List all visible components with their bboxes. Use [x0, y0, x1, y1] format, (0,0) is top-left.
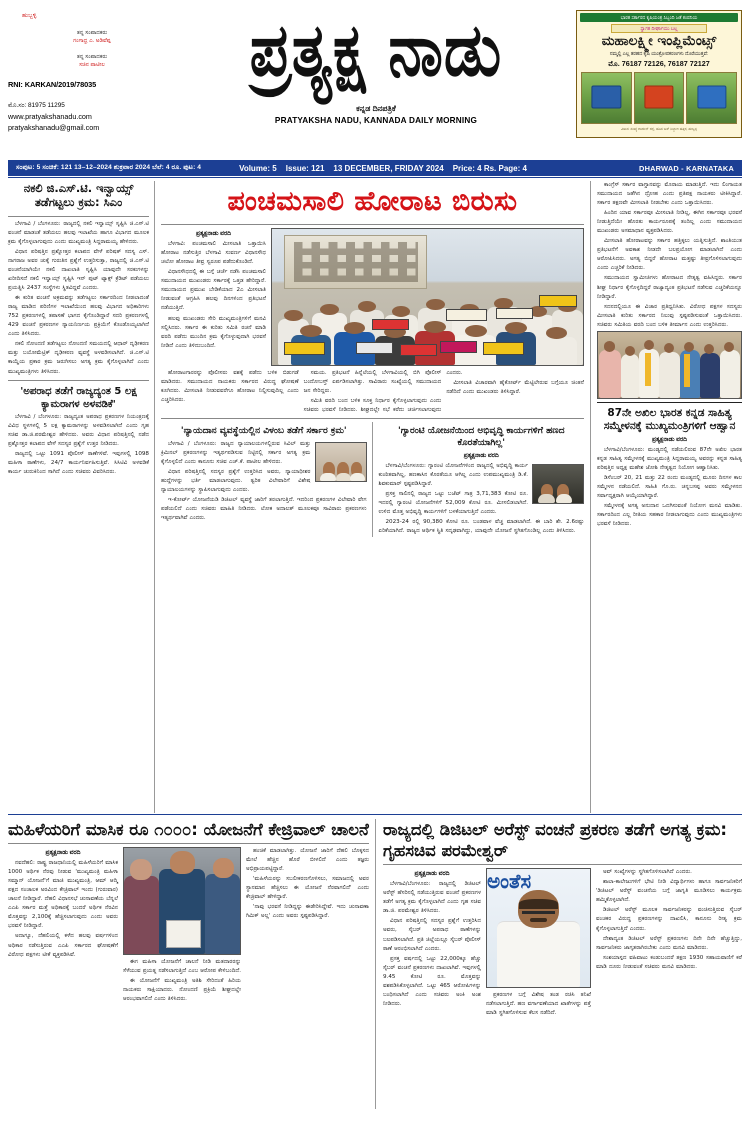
masthead-contact — [8, 101, 176, 133]
sub-news-1-photo — [315, 442, 367, 482]
br-col3-body — [596, 868, 742, 972]
bottom-section — [8, 819, 742, 1109]
sub1-para: ಇ-ಕೋರ್ಟ್ ಯೋಜನೆಯಡಿ ಡಿಜಿಟಲ್ ವ್ಯವಸ್ಥೆ ಜಾರಿಗೆ ತರಲಾಗುತ್ತಿದೆ. ಇದರಿಂದ ಪ್ರಕರಣಗಳ ವಿಲೇವಾರಿ ವೇಗ ಪಡೆಯಲಿದೆ ಎಂದು ಸಚಿವರು ಮಾಹಿತಿ ನೀಡಿದರು. ಲೋಕ ಅದಾಲತ್ ಮೂಲಕವೂ ಸಾವಿರಾರು ಪ್ರಕರಣಗಳು ಇತ್ಯರ್ಥವಾಗಿವೆ ಎಂದರು. — [161, 497, 367, 522]
masthead-bullet: ಹುಬ್ಬಳ್ಳಿ — [22, 13, 37, 19]
ad-tagline: ನಮ್ಮಲ್ಲಿ ಎಲ್ಲ ತರಹದ ಕೃಷಿ ಯಂತ್ರೋಪಕರಣಗಳು ದೊರೆಯುತ್ತವೆ: — [609, 51, 709, 57]
contact-phone: ಮೊ.ಸಂ: 81975 11295 — [8, 101, 65, 109]
volbar-kannada: ಸಂಪುಟ: 5 ಸಂಚಿಕೆ: 121 13–12–2024 ಶುಕ್ರವಾರ 2024 ಬೆಲೆ: 4 ರೂ. ಪುಟ: 4 — [16, 164, 202, 171]
mid-divider-1 — [161, 224, 584, 225]
mid-divider-2 — [161, 418, 584, 419]
protest-photo — [271, 228, 584, 366]
br-para: ಪ್ರಸಕ್ತ ವರ್ಷದಲ್ಲಿ ಒಟ್ಟು 22,000ಕ್ಕೂ ಹೆಚ್ಚು ಸೈಬರ್ ವಂಚನೆ ಪ್ರಕರಣಗಳು ದಾಖಲಾಗಿವೆ. ಇವುಗಳಲ್ಲಿ 9.45 ಕೋಟಿ ರೂ. ಮೊತ್ತವನ್ನು ವಶಪಡಿಸಿಕೊಳ್ಳಲಾಗಿದೆ. ಒಟ್ಟು 465 ಆರೋಪಿಗಳನ್ನು ಬಂಧಿಸಲಾಗಿದೆ ಎಂದು ಸಚಿವರು ಅಂಕಿ ಅಂಶ ನೀಡಿದರು. — [383, 955, 481, 1007]
price-label: Price: 4 Rs. Page: 4 — [452, 163, 527, 173]
lead-body — [161, 240, 266, 351]
sub2-para: 2023-24 ರಲ್ಲಿ 90,380 ಕೋಟಿ ರೂ. ಬಂಡವಾಳ ವೆಚ್ಚ ಮಾಡಲಾಗಿದೆ. ಈ ಬಾರಿ ಶೇ. 2.6ರಷ್ಟು ಏರಿಕೆಯಾಗಿದೆ. ರಾಜ್ಯದ ಆರ್ಥಿಕ ಸ್ಥಿತಿ ಸದೃಢವಾಗಿದ್ದು, ಯಾವುದೇ ಯೋಜನೆ ಸ್ಥಗಿತಗೊಂಡಿಲ್ಲ ಎಂದು ತಿಳಿಸಿದರು. — [378, 519, 584, 535]
right-para: ಸದನದಲ್ಲಿಯೂ ಈ ವಿಚಾರ ಪ್ರತಿಧ್ವನಿಸಿತು. ವಿರೋಧ ಪಕ್ಷಗಳ ಸದಸ್ಯರು ಮೀಸಲಾತಿ ಕುರಿತು ಸರ್ಕಾರದ ನಿಲುವು ಸ್ಪಷ್ಟಪಡಿಸುವಂತೆ ಒತ್ತಾಯಿಸಿದರು. ಸಚಿವರು ಸಮಿತಿಯ ವರದಿ ಬಂದ ಬಳಿಕ ತೀರ್ಮಾನ ಎಂದು ಉತ್ತರಿಸಿದರು. — [597, 303, 742, 328]
bottom-left-story — [8, 819, 376, 1109]
bl-para: ನವದೆಹಲಿ: ರಾಷ್ಟ್ರ ರಾಜಧಾನಿಯಲ್ಲಿ ಮಹಿಳೆಯರಿಗೆ ಮಾಸಿಕ 1000 ಅರ್ಥಿಕ ನೆರವು ನೀಡುವ 'ಮುಖ್ಯಮಂತ್ರಿ ಮಹಿಳಾ ಸಮ್ಮಾನ್ ಯೋಜನೆ'ಗೆ ಮಾಜಿ ಮುಖ್ಯಮಂತ್ರಿ, ಆಮ್ ಆದ್ಮಿ ಪಕ್ಷದ ಸಂಚಾಲಕ ಅರವಿಂದ ಕೇಜ್ರಿವಾಲ್ ಇಂದು (ಗುರುವಾರ) ಚಾಲನೆ ನೀಡಿದ್ದಾರೆ. ದೆಹಲಿ ವಿಧಾನಸಭೆ ಚುನಾವಣೆಯ ಬೆನ್ನಲೆ ಎಎಪಿ ಸರ್ಕಾರ ಮತ್ತೆ ಅಧಿಕಾರಕ್ಕೆ ಬಂದರೆ ಅರ್ಥಿಕ ನೆರವಿನ ಮೊತ್ತವನ್ನು 2,100ಕ್ಕೆ ಹೆಚ್ಚಿಸಲಾಗುವುದು ಎಂದು ಅವರು ಭರವಸೆ ನೀಡಿದ್ದಾರೆ. — [8, 860, 118, 930]
editor-credit-2-name: ಸಚಿನ ಪಾಟೀಲ — [79, 62, 105, 69]
right-sub-body — [597, 446, 742, 529]
volbar-english — [239, 164, 527, 173]
date-label: 13 DECEMBER, FRIDAY 2024 — [333, 163, 444, 173]
mid-sub-news-row — [161, 422, 584, 537]
bl-para: 'ನಾವು ಭರವಸೆ ನೀಡಿದ್ದನ್ನು ಈಡೇರಿಸಿದ್ದೇವೆ. ಇದು ಚುನಾವಣಾ ಗಿಮಿಕ್ ಅಲ್ಲ' ಎಂದು ಅವರು ಸ್ಪಷ್ಟಪಡಿಸಿದ್ದಾರೆ. — [246, 904, 369, 920]
left-box-headline[interactable]: 'ಅಪರಾಧ ತಡೆಗೆ ರಾಜ್ಯದ್ಯಂತ 5 ಲಕ್ಷ ಕ್ಯಾಮರಾಗಳ ಅಳವಡಿಕೆ' — [20, 385, 137, 410]
lead-para: ವಿಧಾನಸೌಧದಲ್ಲಿ ಈ ಬಗ್ಗೆ ಚರ್ಚೆ ನಡೆಸಿ ಪಂಚಮಸಾಲಿ ಸಮುದಾಯದ ಮುಖಂಡರು ಸರ್ಕಾರಕ್ಕೆ ಒತ್ತಡ ಹೇರಿದ್ದಾರೆ. ಸಮುದಾಯದ ಪ್ರಮುಖ ಬೇಡಿಕೆಯಾದ 2ಎ ಮೀಸಲಾತಿ ನೀಡುವಂತೆ ಆಗ್ರಹಿಸಿ ಹಲವು ದಿನಗಳಿಂದ ಪ್ರತಿಭಟನೆ ನಡೆಯುತ್ತಿದೆ. — [161, 269, 266, 312]
right-sub-para: ಡಿಸೆಂಬರ್ 20, 21 ಮತ್ತು 22 ರಂದು ಮಂಡ್ಯದಲ್ಲಿ ಮೂರು ದಿನಗಳ ಕಾಲ ಸಮ್ಮೇಳನ ನಡೆಯಲಿದೆ. ಸಾಹಿತಿ ಗೊ.ರು. ಚನ್ನಬಸಪ್ಪ ಅವರು ಸಮ್ಮೇಳನದ ಸರ್ವಾಧ್ಯಕ್ಷರಾಗಿ ಆಯ್ಕೆಯಾಗಿದ್ದಾರೆ. — [597, 475, 742, 500]
lead-story-block — [161, 228, 584, 369]
masthead-title-block — [176, 6, 576, 125]
right-para: ಸಮುದಾಯದ ಸ್ವಾಮೀಜಿಗಳು ಹೋರಾಟದ ನೇತೃತ್ವ ವಹಿಸಿದ್ದರು. ಸರ್ಕಾರ ಶೀಘ್ರ ನಿರ್ಧಾರ ಕೈಗೊಳ್ಳದಿದ್ದರೆ ರಾಜ್ಯಾದ್ಯಂತ ಪ್ರತಿಭಟನೆ ನಡೆಸುವ ಎಚ್ಚರಿಕೆಯನ್ನೂ ನೀಡಿದ್ದಾರೆ. — [597, 275, 742, 300]
editor-credit-1-name: ಗಂಗಾಧ್ರ ಎ. ಅಡಿವೆಪ್ಪ — [73, 38, 111, 45]
br-para: ಸಂಶಯಾಸ್ಪದ ವಹಿವಾಟು ಕಂಡುಬಂದರೆ ತಕ್ಷಣ 1930 ಸಹಾಯವಾಣಿಗೆ ಕರೆ ಮಾಡಿ ದೂರು ನೀಡುವಂತೆ ಸಚಿವರು ಮನವಿ ಮಾಡಿದರು. — [596, 954, 742, 970]
editor-credit-2 — [8, 53, 176, 70]
sub-news-1 — [161, 422, 373, 537]
bottom-left-columns — [8, 847, 369, 1005]
lead-caption-body — [161, 369, 584, 415]
sub-news-1-headline[interactable]: 'ನ್ಯಾಯದಾನ ವ್ಯವಸ್ಥೆಯಲ್ಲಿನ ವಿಳಂಬ ತಡೆಗೆ ಸರ್ಕಾರ ಕ್ರಮ' — [180, 426, 347, 437]
lead-para: ಹಲವು ಮುಖಂಡರು ಸೇರಿ ಮುಖ್ಯಮಂತ್ರಿಗಳಿಗೆ ಮನವಿ ಸಲ್ಲಿಸಿದರು. ಸರ್ಕಾರ ಈ ಕುರಿತು ಸಮಿತಿ ರಚನೆ ಮಾಡಿ ವರದಿ ಪಡೆದು ಮುಂದಿನ ಕ್ರಮ ಕೈಗೊಳ್ಳುವುದಾಗಿ ಭರವಸೆ ನೀಡಿದೆ ಎಂದು ತಿಳಿದುಬಂದಿದೆ. — [161, 315, 266, 349]
left-para: ಬೆಳಗಾವಿ / ಬೆಂಗಳೂರು: ರಾಜ್ಯದಲ್ಲಿ ನಕಲಿ ಇನ್ವಾಯ್ಸ್ ಸೃಷ್ಟಿಸಿ ಜಿ.ಎಸ್.ಟಿ ವಂಚನೆ ಮಾಡಂತೆ ತಡೆಯಲು ಹಲವು ಇಲಾಖೆಯ ಹಾಗೂ ವಿಭಾಗದ ಮೂಲಕ ಕ್ರಮ ಕೈಗೊಳ್ಳಲಾಗುವುದು ಎಂದು ಮುಖ್ಯಮಂತ್ರಿ ಸಿದ್ದರಾಮಯ್ಯ ಹೇಳಿದರು. — [8, 220, 149, 245]
bottom-divider — [8, 814, 742, 815]
br-para: ದೇಶಾದ್ಯಂತ ಡಿಜಿಟಲ್ ಅರೆಸ್ಟ್ ಪ್ರಕರಣಗಳು ದಿನೇ ದಿನೇ ಹೆಚ್ಚುತ್ತಿದ್ದು, ಸಾರ್ವಜನಿಕರು ಜಾಗೃತರಾಗಿರಬೇಕು ಎಂದು ಮನವಿ ಮಾಡಿದರು. — [596, 935, 742, 951]
lead-para: ಬೆಳಗಾವಿ: ಪಂಚಮಸಾಲಿ ಮೀಸಲಾತಿ ಒತ್ತಾಯಿಸಿ ಹೋರಾಟ ನಡೆಸುತ್ತಿರ ಬೆಳಗಾವಿ ಸುವರ್ಣ ವಿಧಾನಸೌಧ ಚಲೋ ಹೋರಾಟ ತೀವ್ರ ಸ್ವರೂಪ ಪಡೆದುಕೊಂಡಿದೆ. — [161, 241, 266, 266]
volume-label: Volume: 5 — [239, 163, 277, 173]
br-col-3 — [596, 868, 742, 1019]
masthead-advertisement[interactable] — [576, 10, 742, 138]
bl-para: ಅದಾಗ್ಯೂ, ದೆಹಲಿಯಲ್ಲಿ ಕಳೆದ ಹಲವು ವರ್ಷಗಳಿಂದ ಅಧಿಕಾರ ನಡೆಸುತ್ತಿರುವ ಎಎಪಿ ಸರ್ಕಾರದ ಘೋಷಣೆಗೆ ವಿರೋಧ ಪಕ್ಷಗಳು ಟೀಕೆ ವ್ಯಕ್ತಪಡಿಸಿವೆ. — [8, 933, 118, 958]
sub2-para: ಪ್ರಸಕ್ತ ಸಾಲಿನಲ್ಲಿ ರಾಜ್ಯದ ಒಟ್ಟು ಬಜೆಟ್ ಗಾತ್ರ 3,71,383 ಕೋಟಿ ರೂ. ಇದರಲ್ಲಿ ಗ್ಯಾರಂಟಿ ಯೋಜನೆಗಳಿಗೆ 52,009 ಕೋಟಿ ರೂ. ಮೀಸಲಿಡಲಾಗಿದೆ. ಉಳಿದ ಮೊತ್ತ ಅಭಿವೃದ್ಧಿ ಕಾರ್ಯಗಳಿಗೆ ಬಳಕೆಯಾಗುತ್ತಿದೆ ಎಂದರು. — [378, 490, 528, 515]
left-divider-1 — [8, 216, 149, 217]
page-title: ಪ್ರತ್ಯಕ್ಷ ನಾಡು — [249, 7, 503, 94]
br-para: ವಿಧಾನ ಪರಿಷತ್ತಿನಲ್ಲಿ ಸದಸ್ಯರ ಪ್ರಶ್ನೆಗೆ ಉತ್ತರಿಸಿದ ಅವರು, ಸೈಬರ್ ಅಪರಾಧ ಠಾಣೆಗಳನ್ನು ಬಲಪಡಿಸಲಾಗಿದೆ. ಪ್ರತಿ ಜಿಲ್ಲೆಯಲ್ಲೂ ಸೈಬರ್ ಪೊಲೀಸ್ ಠಾಣೆ ಆರಂಭಿಸಲಾಗಿದೆ ಎಂದರು. — [383, 918, 481, 952]
parameshwara-photo: ಅಂತೆಸ — [486, 868, 591, 988]
left-para: ವಿಧಾನ ಪರಿಷತ್ತಿನ ಪ್ರಶ್ನೋತ್ತರ ಕಲಾಪದ ವೇಳೆ ಪರಿಷತ್ ಸದಸ್ಯ ಎಸ್. ನಾಗರಾಜ ಅವರ ಚುಕ್ಕೆ ಗುರುತಿನ ಪ್ರಶ್ನೆಗೆ ಉತ್ತರಿಸುತ್ತಾ, ರಾಜ್ಯದಲ್ಲಿ ಜಿ.ಎಸ್.ಟಿ ವಂಚನೆಯಾಗಿಯೇ ನಕಲಿ ದಾಖಲಾತಿ ಸೃಷ್ಟಿಸಿ ಯಾವುದೇ ಸರಕುಗಳನ್ನು ಖರೀದಿಸದೆ ನಕಲಿ ಇನ್ವಾಯ್ಸ್ ಸೃಷ್ಟಿಸಿ ಇನ್ ಪುಟ್ ಟ್ಯಾಕ್ಸ್ ಕ್ರೆಡಿಟ್ ಪಡೆಯಲು ಪ್ರಯತ್ನಿಸಿ 2437 ಸಂಸ್ಥೆಗಳು ಸ್ಥಿತವಿದ್ದವೆ ಎಂದರು. — [8, 248, 149, 292]
ad-image-plough — [581, 72, 632, 124]
sub-news-2-byline: ಪ್ರತ್ಯಕ್ಷನಾಡು ವರದಿ — [463, 452, 499, 459]
bl-col-1 — [8, 847, 118, 1005]
photo-crowd — [272, 265, 583, 366]
lead-text-col — [161, 228, 266, 369]
right-para: ಮೀಸಲಾತಿ ಹೋರಾಟವನ್ನು ಸರ್ಕಾರ ಹತ್ತಿಕ್ಕಲು ಯತ್ನಿಸುತ್ತಿದೆ. ಶಾಂತಿಯುತ ಪ್ರತಿಭಟನೆಗೆ ಅವಕಾಶ ನೀಡದೇ ಬಲಪ್ರಯೋಗ ಮಾಡಲಾಗಿದೆ ಎಂದು ಆರೋಪಿಸಿದರು. ಅಗತ್ಯ ಬಿದ್ದರೆ ಹೋರಾಟ ಮತ್ತಷ್ಟು ತೀವ್ರಗೊಳಿಸಲಾಗುವುದು ಎಂದು ಎಚ್ಚರಿಕೆ ನೀಡಿದರು. — [597, 238, 742, 272]
issue-label: Issue: 121 — [285, 163, 325, 173]
bottom-right-headline[interactable]: ರಾಜ್ಯದಲ್ಲಿ ಡಿಜಿಟಲ್ ಅರೆಸ್ಟ್ ವಂಚನೆ ಪ್ರಕರಣ ತಡೆಗೆ ಅಗತ್ಯ ಕ್ರಮ: ಗೃಹಸಚಿವ ಪರಮೇಶ್ವರ್ — [383, 820, 728, 861]
ad-company-name: ಮಹಾಲಕ್ಷ್ಮೀ ಇಂಪ್ಲಿಮೆಂಟ್ಸ್ — [601, 33, 717, 49]
right-divider-1 — [597, 402, 742, 403]
sub-news-2-headline[interactable]: 'ಗ್ಯಾರಂಟಿ ಯೋಜನೆಯಿಂದ ಅಭಿವೃದ್ಧಿ ಕಾರ್ಯಗಳಿಗೆ ಹಣದ ಕೊರತೆಯಾಗಿಲ್ಲ' — [397, 426, 565, 449]
left-column — [8, 181, 155, 813]
left-para: ಈ ಕುರಿತ ವಂಚನೆ ಅಕ್ರಮವನ್ನು ತಡೆಗಟ್ಟಲು ಸರ್ಕಾರದಿಂದ ನೀಡಲಾದಂತೆ ರಾಜ್ಯ ಮಾಡಿದ ಪರಿಣಿಗಳ ಇಲಾಖೆಯಿಂದ ಹಲವು ವಿಭಾಗದ ಅಧಿಕಾರಿಗಳು 752 ಪ್ರಕರಣಗಳಲ್ಲಿ ತಪಾಸಣೆ ಭಾಗದ ಕೈಗೊಂಡಿದ್ದಾರೆ ಸದರಿ ಪ್ರಕರಣಗಳಲ್ಲಿ 429 ವಂಚನೆ ಪ್ರಕರಣಗಳ ನ್ಯಾಯನಿರ್ಣಯ ಪ್ರಕ್ರಿಯೆಗೆ ಕೊಂಡೊಯ್ಯಲಾಗಿದೆ ಎಂದು ತಿಳಿಸಿದರು. — [8, 295, 149, 338]
ad-image-rotavator — [634, 72, 685, 124]
br-col2-body — [486, 991, 591, 1018]
bottom-right-story — [376, 819, 742, 1109]
masthead-left-info — [8, 6, 176, 133]
bottom-right-divider — [383, 864, 742, 865]
bottom-right-byline: ಪ್ರತ್ಯಕ್ಷನಾಡು ವರದಿ — [414, 871, 450, 878]
ad-band-sub: ಸ್ವಾಗತ ದೀರ್ಘಾಯು ಬಲ್ಲ — [611, 24, 707, 33]
kejriwal-photo — [123, 847, 241, 955]
br-para: ಡಿಜಿಟಲ್ ಅರೆಸ್ಟ್ ಮೂಲಕ ಸಾರ್ವಜನಿಕರನ್ನು ವಂಚಿಸುತ್ತಿರುವ ಸೈಬರ್ ವಂಚಕರ ವಿರುದ್ಧ ಪ್ರಕರಣಗಳನ್ನು ದಾಖಲಿಸಿ, ಕಾನೂನು ರೀತ್ಯ ಕ್ರಮ ಕೈಗೊಳ್ಳಲಾಗುತ್ತಿದೆ ಎಂದರು. — [596, 907, 742, 932]
left-box-body — [8, 413, 149, 477]
right-continuation-body — [597, 181, 742, 330]
left-para: ನಕಲಿ ನೋಂದಣಿ ತಡೆಗಟ್ಟಲು ನೋಂದಣಿ ಸಮಯದಲ್ಲಿ ಆಧಾರ್ ದೃಢೀಕರಣ ಮತ್ತು ಬಯೋಮೆಟ್ರಿಕ್ ದೃಢೀಕರಣ ವ್ಯವಸ್ಥೆ ಅಳವಡಿಸಲಾಗಿದೆ. ಜಿ.ಎಸ್.ಟಿ ಕಾಯ್ದೆಯ ಪ್ರಕಾರ ಕ್ರಮ ಜರುಗಿಸಲು ಅಗತ್ಯ ಕ್ರಮ ಕೈಗೊಳ್ಳಲಾಗಿದೆ ಎಂದು ಮುಖ್ಯಮಂತ್ರಿಗಳು ತಿಳಿಸಿದರು. — [8, 341, 150, 375]
bl-para: ಈಗ ಮಹಿಳಾ ಯೋಜನೆಗೆ ಚಾಲನೆ ನೀಡಿ ಮತದಾರರನ್ನು ಸೆಳೆಯುವ ಪ್ರಯತ್ನ ನಡೆಸಲಾಗುತ್ತಿದೆ ಎಂಬ ಆರೋಪ ಕೇಳಿಬಂದಿದೆ. — [123, 959, 242, 975]
sub-news-2-photo — [532, 464, 584, 504]
right-para: ಹಿಂದಿನ ಯಾವ ಸರ್ಕಾರವೂ ಮೀಸಲಾತಿ ನೀಡಿಲ್ಲ, ಈಗಿನ ಸರ್ಕಾರವೂ ಭರವಸೆ ನೀಡುತ್ತಿದೆಯೇ ಹೊರತು ಕಾರ್ಯರೂಪಕ್ಕೆ ತಂದಿಲ್ಲ ಎಂದು ಸಮುದಾಯದ ಮುಖಂಡರು ಅಸಮಾಧಾನ ವ್ಯಕ್ತಪಡಿಸಿದರು. — [597, 210, 742, 235]
sub-news-2 — [379, 422, 585, 537]
masthead-sub-english: PRATYAKSHA NADU, KANNADA DAILY MORNING — [274, 116, 478, 125]
br-para: ಬೆಳಗಾವಿ/ಬೆಂಗಳೂರು: ರಾಜ್ಯದಲ್ಲಿ ಡಿಜಿಟಲ್ ಅರೆಸ್ಟ್ ಹೆಸರಿನಲ್ಲಿ ನಡೆಯುತ್ತಿರುವ ವಂಚನೆ ಪ್ರಕರಣಗಳ ತಡೆಗೆ ಅಗತ್ಯ ಕ್ರಮ ಕೈಗೊಳ್ಳಲಾಗಿದೆ ಎಂದು ಗೃಹ ಸಚಿವ ಡಾ.ಜಿ. ಪರಮೇಶ್ವರ ತಿಳಿಸಿದರು. — [383, 881, 481, 915]
right-sub-para: ಬೆಳಗಾವಿ/ಬೆಂಗಳೂರು: ಮಂಡ್ಯದಲ್ಲಿ ನಡೆಯಲಿರುವ 87ನೇ ಅಖಿಲ ಭಾರತ ಕನ್ನಡ ಸಾಹಿತ್ಯ ಸಮ್ಮೇಳನಕ್ಕೆ ಮುಖ್ಯಮಂತ್ರಿ ಸಿದ್ದರಾಮಯ್ಯ ಅವರನ್ನು ಕನ್ನಡ ಸಾಹಿತ್ಯ ಪರಿಷತ್ತಿನ ಅಧ್ಯಕ್ಷ ಮಹೇಶ ಜೋಶಿ ನೇತೃತ್ವದ ನಿಯೋಗ ಆಹ್ವಾನಿಸಿತು. — [597, 447, 742, 472]
bl-para: ಈ ಯೋಜನೆಗೆ ಮುಖ್ಯಮಂತ್ರಿ ಅತಿಶಿ ಸೇರಿದಂತೆ ಹಿರಿಯ ನಾಯಕರು ಸಾಕ್ಷಿಯಾದರು. ನೋಂದಣಿ ಪ್ರಕ್ರಿಯೆ ಶೀಘ್ರದಲ್ಲೇ ಆರಂಭವಾಗಲಿದೆ ಎಂದು ತಿಳಿಸಿದರು. — [123, 978, 241, 1003]
br-col-2 — [486, 868, 591, 1019]
left-box-para: ರಾಜ್ಯದಲ್ಲಿ ಒಟ್ಟು 1091 ಪೊಲೀಸ್ ಠಾಣೆಗಳಿವೆ. ಇವುಗಳಲ್ಲಿ 1098 ಮಹಿಳಾ ಠಾಣೆಗಳು, 24/7 ಕಾರ್ಯನಿರ್ವಹಿಸುತ್ತಿವೆ. ಸಿಸಿಟಿವಿ ಅಳವಡಿಕೆ ಕಾರ್ಯ ಚುರುಕಿನಿಂದ ಸಾಗಿದೆ ಎಂದು ಸಚಿವರು ವಿವರಿಸಿದರು. — [8, 450, 149, 475]
lead-caption-para: ಸಮಯ. ಪ್ರತಿಭಟನೆ ಹಿನ್ನೆಲೆಯಲ್ಲಿ ಬೆಳಗಾವಿಯಲ್ಲಿ ಬಿಗಿ ಪೊಲೀಸ್ ಬಂದೋಬಸ್ತ್ ಏರ್ಪಡಿಸಲಾಗಿತ್ತು. ಸಾವಿರಾರು ಸಂಖ್ಯೆಯಲ್ಲಿ ಸಮುದಾಯದ ಜನ ಸೇರಿದ್ದರು. — [303, 370, 442, 395]
bottom-left-divider — [8, 843, 369, 844]
ad-phone: ಮೊ. 76187 72126, 76187 72127 — [608, 58, 710, 68]
bottom-left-byline: ಪ್ರತ್ಯಕ್ಷನಾಡು ವರದಿ — [45, 850, 81, 857]
cm-meeting-photo — [597, 331, 742, 399]
masthead — [8, 6, 742, 158]
br-para: ಅವ್ ಸಂಖ್ಯೆಗಳನ್ನು ಸ್ಥಗಿತಗೊಳಿಸಲಾಗಿದೆ ಎಂದರು. — [603, 869, 692, 876]
contact-website[interactable]: www.pratyakshanadu.com — [8, 111, 92, 121]
main-content — [8, 181, 742, 813]
sub1-para: ಬೆಳಗಾವಿ / ಬೆಂಗಳೂರು: ರಾಜ್ಯದ ನ್ಯಾಯಾಲಯಗಳಲ್ಲಿರುವ ಸಿವಿಲ್ ಮತ್ತು ಕ್ರಿಮಿನಲ್ ಪ್ರಕರಣಗಳನ್ನು ಇತ್ಯರ್ಥಪಡಿಸುವ ನಿಟ್ಟಿನಲ್ಲಿ ಸರ್ಕಾರ ಅಗತ್ಯ ಕ್ರಮ ಕೈಗೊಳ್ಳಲಿದೆ ಎಂದು ಕಾನೂನು ಸಚಿವ ಎಚ್.ಕೆ. ಪಾಟೀಲ ಹೇಳಿದರು. — [161, 441, 311, 466]
bl-col-2 — [123, 847, 241, 1005]
right-sub-para: ಸಮ್ಮೇಳನಕ್ಕೆ ಅಗತ್ಯ ಅನುದಾನ ಒದಗಿಸುವಂತೆ ನಿಯೋಗ ಮನವಿ ಮಾಡಿತು. ಸರ್ಕಾರದಿಂದ ಎಲ್ಲ ರೀತಿಯ ಸಹಕಾರ ನೀಡಲಾಗುವುದು ಎಂದು ಮುಖ್ಯಮಂತ್ರಿಗಳು ಭರವಸೆ ನೀಡಿದರು. — [597, 503, 742, 528]
lead-caption-para: ಮೀಸಲಾತಿ ವಿಚಾರವಾಗಿ ಹೈಕೋರ್ಟ್ ಮೆಟ್ಟಿಲೇರುವ ಬಗ್ಗೆಯೂ ಚಿಂತನೆ ನಡೆದಿದೆ ಎಂದು ಮುಖಂಡರು ತಿಳಿಸಿದ್ದಾರೆ. — [446, 380, 584, 396]
br-col1-body — [383, 880, 481, 1009]
br-para: ಶಾಲಾ-ಕಾಲೇಜುಗಳಿಗೆ ಭೇಟಿ ನೀಡಿ ವಿದ್ಯಾರ್ಥಿಗಳು ಹಾಗೂ ಸಾರ್ವಜನಿಕರಿಗೆ 'ಡಿಜಿಟಲ್ ಅರೆಸ್ಟ್ ವಂಚನೆಯ ಬಗ್ಗೆ ಜಾಗೃತಿ ಮೂಡಿಸಲು ಕಾರ್ಯಕ್ರಮ ಹಮ್ಮಿಕೊಳ್ಳಲಾಗಿದೆ. — [596, 879, 742, 904]
sub2-para: ಬೆಳಗಾವಿ/ಬೆಂಗಳೂರು: ಗ್ಯಾರಂಟಿ ಯೋಜನೆಗಳಿಂದ ರಾಜ್ಯದಲ್ಲಿ ಅಭಿವೃದ್ಧಿ ಕಾರ್ಯ ಕುಂಠಿತವಾಗಿಲ್ಲ, ಹಣಕಾಸಿನ ಕೊರತೆಯೂ ಆಗಿಲ್ಲ ಎಂದು ಉಪಮುಖ್ಯಮಂತ್ರಿ ಡಿ.ಕೆ. ಶಿವಕುಮಾರ್ ಸ್ಪಷ್ಟಪಡಿಸಿದ್ದಾರೆ. — [378, 462, 528, 487]
ad-footer-address: ವಿಳಾಸ: ಸಂಖ್ಯೆ ಗಾರ್ಡನ್ ರಸ್ತೆ, ಹೊಸ ಬಸ್ ನಿಲ್ದಾಣ ಹತ್ತಿರ, ಹುಬ್ಬಳ್ಳಿ — [620, 126, 698, 131]
ad-product-images — [577, 72, 741, 124]
bottom-left-headline[interactable]: ಮಹಿಳೆಯರಿಗೆ ಮಾಸಿಕ ರೂ ೧೦೦೦: ಯೋಜನೆಗೆ ಕೇಜ್ರಿವಾಲ್ ಚಾಲನೆ — [8, 820, 369, 839]
right-column — [590, 181, 742, 813]
ad-image-trailer — [686, 72, 737, 124]
main-headline[interactable]: ಪಂಚಮಸಾಲಿ ಹೋರಾಟ ಬಿರುಸು — [227, 186, 518, 217]
editor-credit-1 — [8, 29, 176, 46]
ad-band-top: ಭಾರತ ಸರ್ಕಾರದ ಕೃಷಿಯಂತ್ರ ಸಿಬ್ಬಂದಿ ಜತೆ ಕಂಪನಿಯ — [580, 13, 738, 22]
bl-para: 'ಮಹಿಳೆಯರನ್ನು ಸಬಲೀಕರಣಗೊಳಿಸಲು, ಸಮಾಜದಲ್ಲಿ ಅವರ ಸ್ಥಾನಮಾನ ಹೆಚ್ಚಿಸಲು ಈ ಯೋಜನೆ ನೆರವಾಗಲಿದೆ' ಎಂದು ಕೇಜ್ರಿವಾಲ್ ಹೇಳಿದ್ದಾರೆ. — [246, 876, 369, 901]
bl-para: ಹಂಚಿಕೆ ಮಾಡಲಾಗಿತ್ತು. ಯೋಜನೆ ಜಾರಿಗೆ ದೆಹಲಿ ಬೊಕ್ಕಸದ ಮೇಲೆ ಹೆಚ್ಚಿನ ಹೊರೆ ಬೀಳಲಿದೆ ಎಂದು ತಜ್ಞರು ಅಭಿಪ್ರಾಯಪಟ್ಟಿದ್ದಾರೆ. — [246, 848, 369, 873]
br-para: ಪ್ರಕರಣಗಳ ಬಗ್ಗೆ ವಿಶೇಷ ತಂಡ ರಚಿಸಿ ತನಿಖೆ ನಡೆಸಲಾಗುತ್ತಿದೆ. ಹಣ ವರ್ಗಾವಣೆಯಾದ ಖಾತೆಗಳನ್ನು ಪತ್ತೆ ಮಾಡಿ ಸ್ಥಗಿತಗೊಳಿಸುವ ಕೆಲಸ ನಡೆದಿದೆ. — [486, 992, 591, 1017]
right-sub-byline: ಪ್ರತ್ಯಕ್ಷನಾಡು ವರದಿ — [651, 437, 688, 444]
lead-caption-para: ಹೋರಾಟಗಾರರನ್ನು ಪೊಲೀಸರು ವಶಕ್ಕೆ ಪಡೆದು ಬಳಿಕ ಬಿಡುಗಡೆ ಮಾಡಿದರು. ಸಮುದಾಯದ ನಾಯಕರು ಸರ್ಕಾರದ ವಿರುದ್ಧ ಘೋಷಣೆ ಕೂಗಿದರು. ಮೀಸಲಾತಿ ನೀಡುವವರೆಗೂ ಹೋರಾಟ ನಿಲ್ಲಿಸುವುದಿಲ್ಲ ಎಂದು ಎಚ್ಚರಿಸಿದರು. — [161, 370, 299, 404]
right-para: ಕಾಂಗ್ರೆಸ್ ಸರ್ಕಾರ ವಾಗ್ದಾನವನ್ನು ಮೊರಾಯ ಮಾಡುತ್ತಿದೆ. ಇದು ಲಿಂಗಾಯತ ಸಮುದಾಯದ ಜತೆಗಿನ ದ್ರೋಹ ಎಂದು ಪ್ರತಿಪಕ್ಷ ನಾಯಕರು ಟೀಕಿಸಿದ್ದಾರೆ. ಸರ್ಕಾರ ತಕ್ಷಣವೇ ಮೀಸಲಾತಿ ನೀಡಬೇಕು ಎಂದು ಒತ್ತಾಯಿಸಿದರು. — [597, 182, 742, 207]
lead-byline: ಪ್ರತ್ಯಕ್ಷನಾಡು ವರದಿ — [195, 231, 232, 238]
lead-photo-col — [271, 228, 584, 369]
right-sub-headline[interactable]: 87ನೇ ಅಖಿಲ ಭಾರತ ಕನ್ನಡ ಸಾಹಿತ್ಯ ಸಮ್ಮೇಳನಕ್ಕೆ ಮುಖ್ಯಮಂತ್ರಿಗಳಿಗೆ ಆಹ್ವಾನ — [603, 406, 736, 433]
contact-email[interactable]: pratyakshanadu@gmail.com — [8, 122, 100, 132]
left-box-para: ಬೆಳಗಾವಿ / ಬೆಂಗಳೂರು: ರಾಜ್ಯದ್ಯಂತ ಅಪರಾಧ ಪ್ರಕರಣಗಳ ನಿಯಂತ್ರಣಕ್ಕೆ ವಿವಿಧ ಸ್ಥಳಗಳಲ್ಲಿ 5 ಲಕ್ಷ ಕ್ಯಾಮರಾಗಳನ್ನು ಅಳವಡಿಸಲಾಗಿದೆ ಎಂದು ಗೃಹ ಸಚಿವ ಡಾ.ಜಿ.ಪರಮೇಶ್ವರ ಹೇಳಿದರು. ಅವರು ವಿಧಾನ ಪರಿಷತ್ತಿನಲ್ಲಿ ನಡೆದ ಪ್ರಶ್ನೋತ್ತರ ಕಲಾಪದ ವೇಳೆ ಸದಸ್ಯರ ಪ್ರಶ್ನೆಗೆ ಉತ್ತರ ನೀಡಿದರು. — [8, 413, 149, 447]
place-label: DHARWAD - KARNATAKA — [639, 163, 734, 173]
bl-col2-body — [123, 958, 241, 1004]
left-story-headline[interactable]: ನಕಲಿ ಜಿ.ಎಸ್.ಟಿ. ಇನ್ವಾಯ್ಸ್ ತಡೆಗಟ್ಟಲು ಕ್ರಮ: ಸಿಎಂ — [23, 181, 134, 210]
br-col-1 — [383, 868, 481, 1019]
bl-col3-body — [246, 847, 369, 921]
volume-info-bar — [8, 160, 742, 176]
middle-column — [155, 181, 590, 813]
sub1-para: ವಿಧಾನ ಪರಿಷತ್ತಿನಲ್ಲಿ ಸದಸ್ಯರ ಪ್ರಶ್ನೆಗೆ ಉತ್ತರಿಸಿದ ಅವರು, ನ್ಯಾಯಾಧೀಶರ ಹುದ್ದೆಗಳನ್ನು ಭರ್ತಿ ಮಾಡಲಾಗುವುದು. ತ್ವರಿತ ವಿಲೇವಾರಿಗೆ ವಿಶೇಷ ನ್ಯಾಯಾಲಯಗಳನ್ನು ಸ್ಥಾಪಿಸಲಾಗುವುದು ಎಂದರು. — [161, 469, 311, 494]
lead-caption-para: ಸಮಿತಿ ವರದಿ ಬಂದ ಬಳಿಕ ಸೂಕ್ತ ನಿರ್ಧಾರ ಕೈಗೊಳ್ಳಲಾಗುವುದು ಎಂದು ಸಚಿವರು ಭರವಸೆ ನೀಡಿದರು. ಶೀಘ್ರದಲ್ಲೇ ಸಭೆ ಕರೆದು ಚರ್ಚಿಸಲಾಗುವುದು ಎಂದರು. — [303, 370, 463, 414]
bl-col-3 — [246, 847, 369, 1005]
left-divider-2 — [8, 380, 149, 381]
editor-credit-2-role: ತನ್ನ ಸಂಪಾದಕರು — [76, 53, 108, 60]
header-divider — [8, 177, 742, 178]
editor-credit-1-role: ತನ್ನ ಸಂಪಾದಕರು — [76, 30, 108, 36]
bl-col1-body — [8, 859, 118, 960]
left-story-body — [8, 220, 149, 377]
bottom-right-columns — [383, 868, 742, 1019]
rni-number: RNI: KARKAN/2019/78035 — [8, 79, 97, 89]
masthead-sub-kannada: ಕನ್ನಡ ದಿನಪತ್ರಿಕೆ — [356, 104, 396, 113]
